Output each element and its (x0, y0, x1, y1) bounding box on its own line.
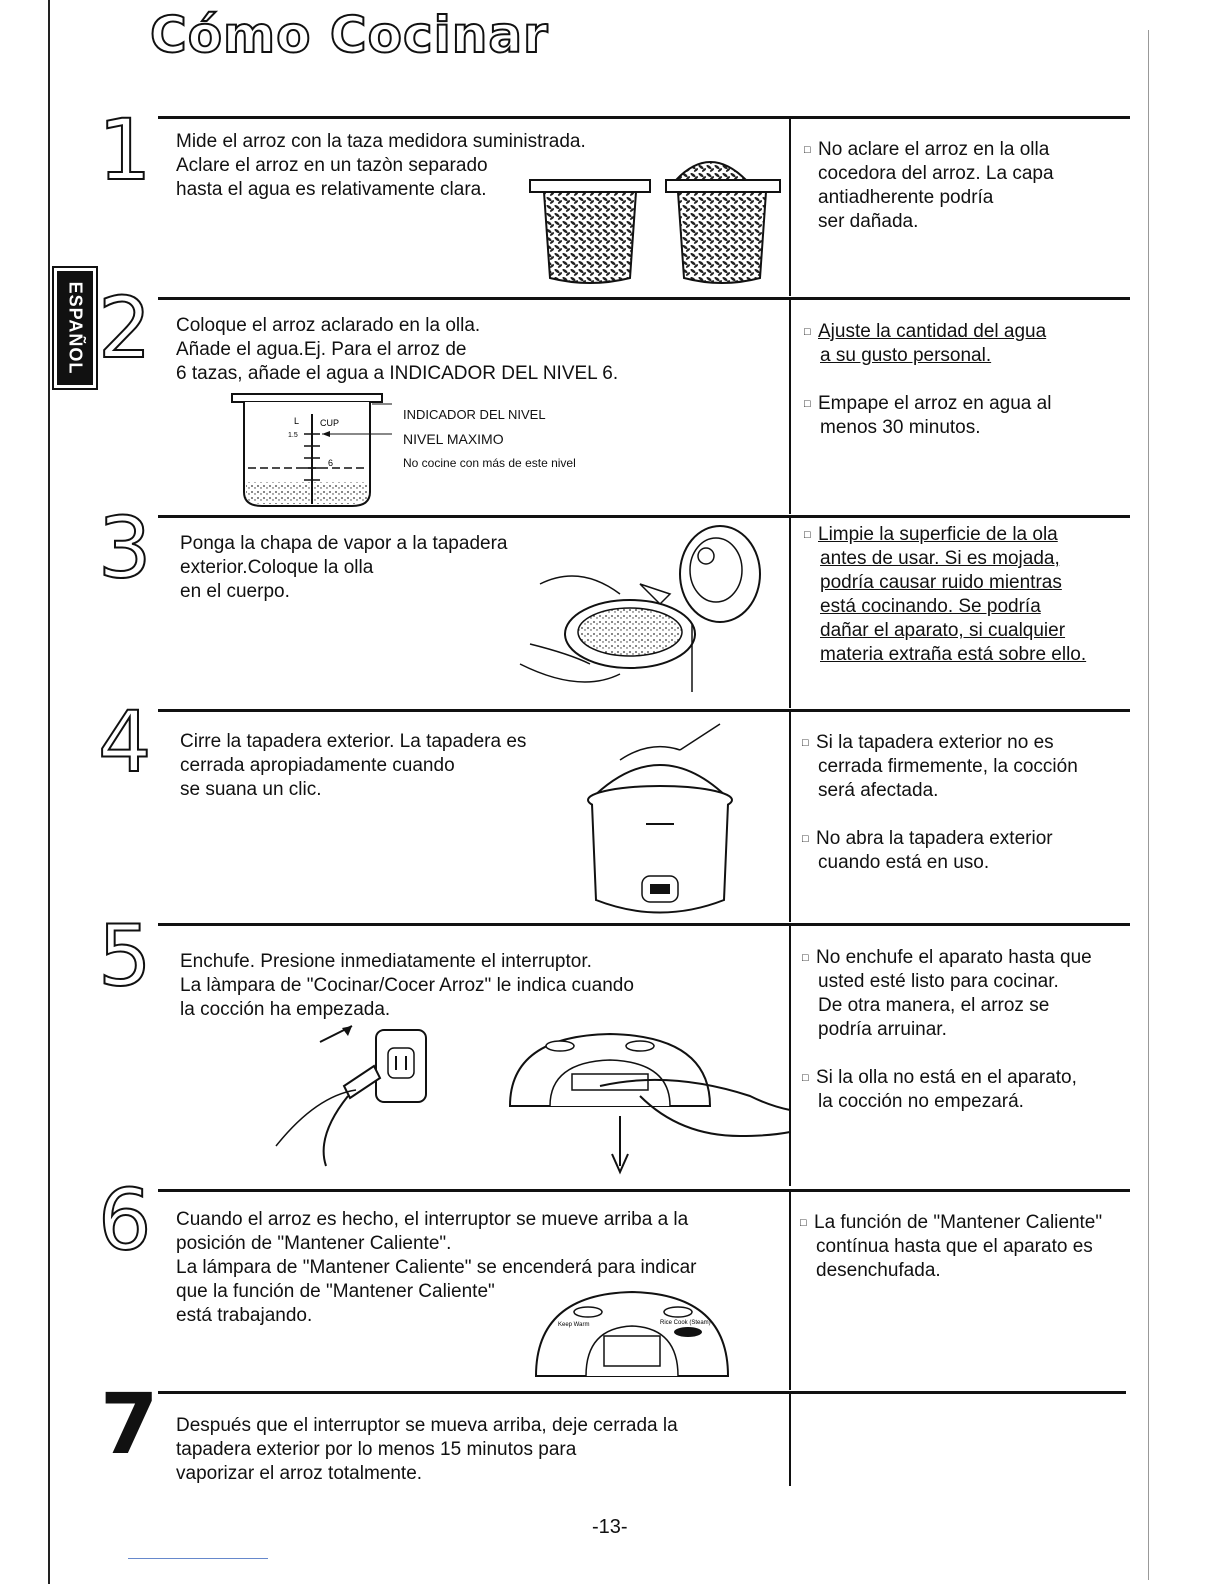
column-divider (789, 518, 791, 708)
diagram-mark-six: 6 (328, 458, 334, 468)
step-7-text: Después que el interruptor se mueva arriba, deje cerrada la tapadera exterior por lo menos 15 minutos para vaporizar el arroz totalmente. (176, 1415, 678, 1484)
page-number: -13- (592, 1516, 628, 1538)
switch-press-illustration (500, 1026, 790, 1176)
step-1-rule (158, 116, 1130, 119)
diagram-mark-cup: CUP (320, 418, 340, 428)
step-2-number: 2 (98, 279, 152, 377)
step-1-text: Mide el arroz con la taza medidora suministrada. Aclare el arroz en un tazòn separado hasta el agua es relativamente clara. (176, 131, 586, 200)
step-5-text: Enchufe. Presione inmediatamente el interruptor. La làmpara de "Cocinar/Cocer Arroz" le indica cuando la cocción ha empezada. (180, 951, 634, 1020)
inner-pot-insert-illustration (520, 524, 770, 694)
panel-label-keep-warm: Keep Warm (558, 1322, 590, 1328)
diagram-mark-l: L (294, 416, 300, 426)
keep-warm-panel-illustration (532, 1290, 732, 1380)
step-3-text: Ponga la chapa de vapor a la tapadera exterior.Coloque la olla en el cuerpo. (180, 533, 508, 602)
left-margin-rule (48, 0, 50, 1584)
step-7-number: 7 (100, 1375, 159, 1473)
step-5-rule (158, 923, 1130, 926)
column-divider (789, 300, 791, 514)
right-margin-rule (1148, 30, 1149, 1580)
footer-line (128, 1558, 268, 1559)
panel-label-rice-cook: Rice Cook (Steam) (660, 1320, 711, 1326)
step-6-rule (158, 1189, 1130, 1192)
step-5-note-2: □ Si la olla no está en el aparato, la cocción no empezará. (802, 1067, 1077, 1112)
step-3-note: □ Limpie la superficie de la ola antes de usar. Si es mojada, podría causar ruido mientras está cocinando. Se podría dañar el aparato, si cualquier materia extraña está sobre ello. (804, 524, 1087, 665)
step-6-number: 6 (98, 1171, 152, 1269)
water-level-labels: INDICADOR DEL NIVEL NIVEL MAXIMO No cocine con más de este nivel (403, 407, 576, 470)
rice-cooker-closed-illustration (580, 720, 750, 920)
step-2-rule (158, 297, 1130, 300)
column-divider (789, 1394, 791, 1486)
step-2-text: Coloque el arroz aclarado en la olla. Añade el agua.Ej. Para el arroz de 6 tazas, añade el agua a INDICADOR DEL NIVEL 6. (176, 315, 619, 384)
step-2-note-1: □ Ajuste la cantidad del agua a su gusto personal. (804, 321, 1047, 366)
step-6-note: □ La función de "Mantener Caliente" contínua hasta que el aparato es desenchufada. (800, 1212, 1103, 1281)
step-4-rule (158, 709, 1130, 712)
language-tab-label: ESPAÑOL (65, 281, 86, 375)
step-4-text: Cirre la tapadera exterior. La tapadera es cerrada apropiadamente cuando se suana un clic. (180, 731, 527, 800)
language-tab (52, 266, 98, 390)
column-divider (789, 1190, 791, 1390)
water-level-pot-diagram (232, 394, 392, 514)
step-6-text: Cuando el arroz es hecho, el interruptor se mueve arriba a la posición de "Mantener Caliente". La lámpara de "Mantener Caliente" se encenderá para indicar que la función de "Mantener Caliente" está trabajando. (176, 1209, 697, 1326)
rice-rinse-bowls-illustration (530, 140, 790, 290)
step-4-number: 4 (98, 693, 152, 791)
step-1-note: □ No aclare el arroz en la olla cocedora del arroz. La capa antiadherente podría ser dañada. (804, 139, 1054, 232)
step-7-rule (158, 1391, 1126, 1394)
step-4-note-1: □ Si la tapadera exterior no es cerrada firmemente, la cocción será afectada. (802, 732, 1078, 801)
plug-outlet-illustration (256, 1026, 436, 1176)
step-3-rule (158, 515, 1130, 518)
page-title: Cómo Cocinar (150, 6, 549, 64)
step-4-note-2: □ No abra la tapadera exterior cuando está en uso. (802, 828, 1053, 873)
diagram-mark-max: 1.5 (288, 432, 298, 439)
step-1-number: 1 (98, 101, 152, 199)
step-5-number: 5 (98, 907, 152, 1005)
step-2-note-2: □ Empape el arroz en agua al menos 30 minutos. (804, 393, 1052, 438)
step-5-note-1: □ No enchufe el aparato hasta que usted esté listo para cocinar. De otra manera, el arroz se podría arruinar. (802, 947, 1092, 1040)
column-divider (789, 712, 791, 922)
step-3-number: 3 (98, 499, 152, 597)
